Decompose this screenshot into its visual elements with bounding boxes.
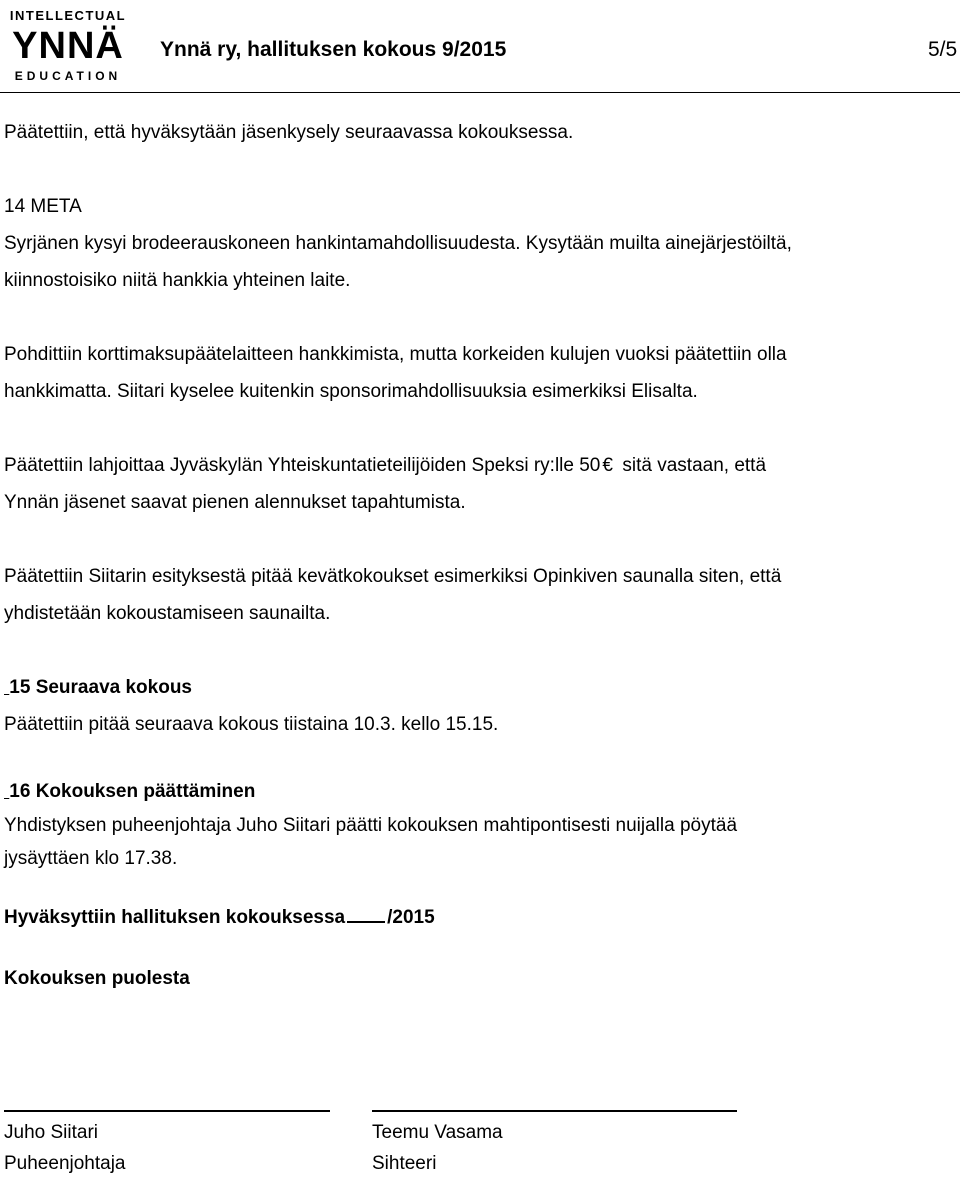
section-15-title-text: 15 Seuraava kokous: [9, 677, 192, 698]
approval-year: /2015: [387, 907, 435, 928]
paragraph-membership: Päätettiin, että hyväksytään jäsenkysely seuraavassa kokouksessa.: [4, 122, 574, 143]
section-14-line-1: Syrjänen kysyi brodeerauskoneen hankintamahdollisuudesta. Kysytään muilta ainejärjestöiltä,: [4, 233, 792, 254]
euro-symbol-icon: €: [602, 455, 613, 476]
section-16-line-2: jysäyttäen klo 17.38.: [4, 848, 178, 869]
page-number: 5/5: [928, 38, 958, 61]
header-title: Ynnä ry, hallituksen kokous 9/2015: [160, 38, 507, 61]
logo-main-text: YNNÄ: [12, 25, 124, 67]
signature-role-chair: Puheenjohtaja: [4, 1153, 126, 1174]
section-15-title: [4, 677, 192, 699]
approval-line: [4, 905, 435, 929]
signature-name-secretary: Teemu Vasama: [372, 1122, 503, 1143]
header-divider: [0, 92, 960, 93]
paragraph-terminal-line-1: Pohdittiin korttimaksupäätelaitteen hankkimista, mutta korkeiden kulujen vuoksi päätettiin olla: [4, 344, 787, 365]
ynna-logo-graphic: [6, 0, 132, 86]
section-14-line-2: kiinnostoisiko niitä hankkia yhteinen laite.: [4, 270, 351, 291]
signature-line-chair: [4, 1110, 330, 1112]
approval-text: Hyväksyttiin hallituksen kokouksessa: [4, 907, 346, 928]
paragraph-speksi-line-2: Ynnän jäsenet saavat pienen alennukset tapahtumista.: [4, 492, 466, 513]
speksi-text-b: sitä vastaan, että: [622, 455, 767, 476]
approval-date-blank: [347, 905, 385, 923]
section-15-text: Päätettiin pitää seuraava kokous tiistaina 10.3. kello 15.15.: [4, 714, 499, 735]
signature-name-chair: Juho Siitari: [4, 1122, 98, 1143]
signature-line-secretary: [372, 1110, 737, 1112]
paragraph-speksi-line-1: [4, 455, 766, 477]
paragraph-sauna-line-1: Päätettiin Siitarin esityksestä pitää kevätkokoukset esimerkiksi Opinkiven saunalla siten, että: [4, 566, 782, 587]
section-14-title: 14 META: [4, 196, 82, 217]
speksi-text-a: Päätettiin lahjoittaa Jyväskylän Yhteiskuntatieteilijöiden Speksi ry:lle 50: [4, 455, 601, 476]
signature-role-secretary: Sihteeri: [372, 1153, 437, 1174]
section-16-line-1: Yhdistyksen puheenjohtaja Juho Siitari päätti kokouksen mahtipontisesti nuijalla pöytää: [4, 815, 738, 836]
ynna-logo: [6, 0, 132, 86]
paragraph-sauna-line-2: yhdistetään kokoustamiseen saunailta.: [4, 603, 331, 624]
logo-bottom-text: EDUCATION: [14, 69, 122, 83]
on-behalf-heading: Kokouksen puolesta: [4, 968, 190, 989]
paragraph-terminal-line-2: hankkimatta. Siitari kyselee kuitenkin sponsorimahdollisuuksia esimerkiksi Elisalta.: [4, 381, 698, 402]
section-16-title: [4, 781, 255, 803]
section-16-title-text: 16 Kokouksen päättäminen: [9, 781, 256, 802]
logo-top-text: INTELLECTUAL: [9, 8, 127, 23]
